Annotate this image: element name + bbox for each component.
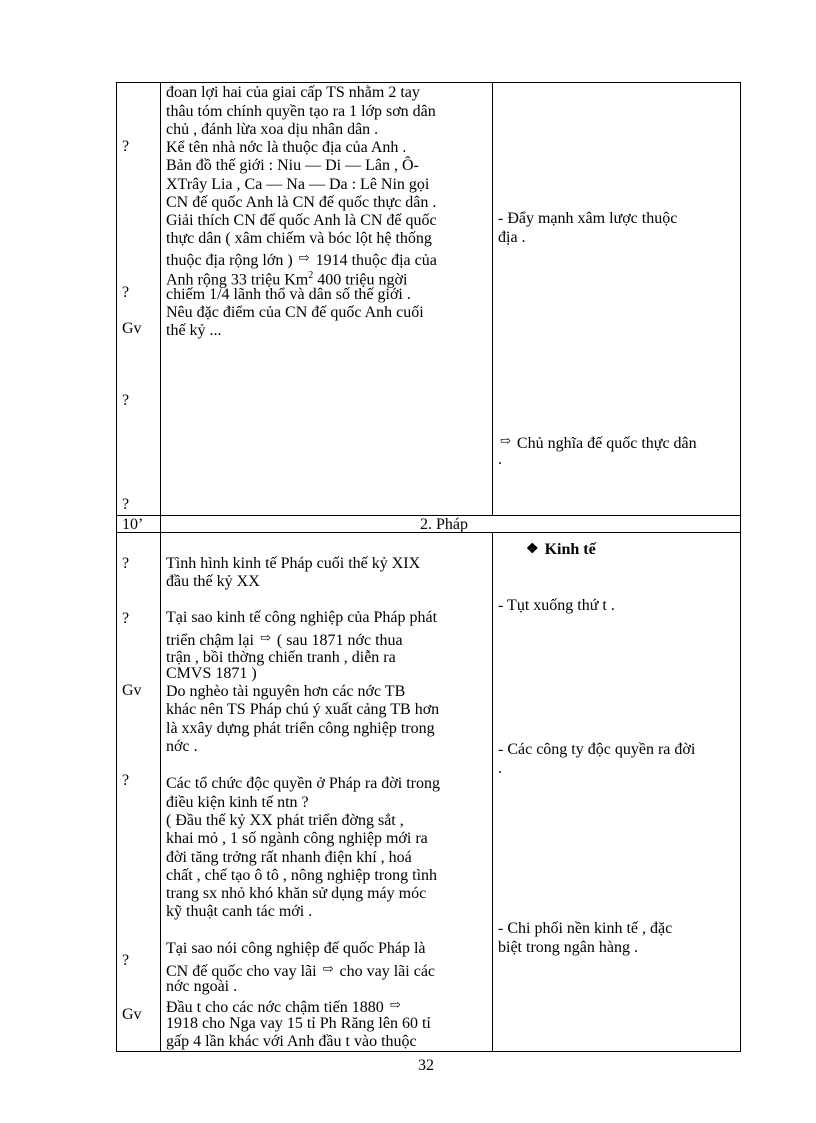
content-line: là xxây dựng phát triển công nghiệp trong [166,720,435,737]
arrow-icon: ⇨ [389,997,401,1012]
note-fragment: Chủ nghĩa đế quốc thực dân [516,435,697,452]
content-line: Kể tên nhà nớc là thuộc địa của Anh . [166,139,407,156]
question-mark: ? [122,392,130,409]
content-line: Tình hình kinh tế Pháp cuối thế kỷ XIX [166,555,421,572]
note-line: biệt trong ngân hàng . [498,939,638,956]
arrow-icon: ⇨ [500,433,511,448]
table-rule [740,82,741,1052]
content-line: thâu tóm chính quyền tạo ra 1 lớp sơn dân [166,103,436,120]
content-fragment: triển chậm lại [166,632,254,649]
content-line: trận , bồi thờng chiến tranh , diễn ra [166,649,396,666]
content-fragment: cho vay lãi các [339,963,436,980]
content-line: chiếm 1/4 lãnh thổ và dân số thế giới . [166,286,411,303]
question-mark: ? [122,555,130,572]
content-fragment: 400 triệu ngời [313,271,408,289]
content-line: đoan lợi hai của giai cấp TS nhằm 2 tay [166,84,420,101]
content-line: chất , chế tạo ô tô , nông nghiệp trong tình [166,867,438,884]
arrow-icon: ⇨ [322,961,334,976]
content-line: thực dân ( xâm chiếm và bóc lột hệ thống [166,230,432,247]
diamond-bullet-icon: ❖ [526,542,539,557]
note-line: . [498,451,502,468]
table-rule [116,82,741,83]
content-line: ( Đầu thế kỷ XX phát triển đờng sắt , [166,812,404,829]
question-mark: ? [122,496,130,513]
content-fragment: ( sau 1871 nớc thua [276,632,403,649]
table-rule [492,82,493,516]
content-line: khai mỏ , 1 số ngành công nghiệp mới ra [166,830,428,847]
content-line: nớc ngoài . [166,978,238,995]
question-mark: ? [122,138,130,155]
content-line: trang sx nhỏ khó khăn sử dụng máy móc [166,885,427,902]
note-line: - Chi phối nền kinh tế , đặc [498,920,673,937]
arrow-icon: ⇨ [298,250,310,265]
table-rule [160,515,161,533]
content-line: CMVS 1871 ) [166,665,257,682]
note-line: . [498,760,502,777]
content-line: Tại sao nói công nghiệp đế quốc Pháp là [166,940,426,957]
content-line: thế kỷ ... [166,322,222,339]
section-heading: 2. Pháp [420,516,468,533]
subheading-text: Kinh tế [544,541,596,558]
content-line: CN đế quốc Anh là CN đế quốc thực dân . [166,194,437,211]
content-line: khác nên TS Pháp chú ý xuất cảng TB hơn [166,701,440,718]
teacher-mark: Gv [122,682,142,699]
content-line: Nêu đặc điểm của CN đế quốc Anh cuối [166,304,424,321]
content-line: Bản đồ thế giới : Niu — Di — Lân , Ô- [166,157,419,174]
content-line: Các tổ chức độc quyền ở Pháp ra đời trong [166,775,440,792]
content-line: đầu thế kỷ XX [166,573,260,590]
note-line: địa . [498,229,526,246]
table-rule [492,532,493,1052]
superscript: 2 [308,270,314,281]
content-line: kỹ thuật canh tác mới . [166,903,313,920]
table-rule [116,82,117,1052]
content-line: 1918 cho Nga vay 15 tỉ Ph Răng lên 60 tỉ [166,1015,431,1032]
content-fragment: Anh rộng 33 triệu Km [166,271,309,289]
content-line: điều kiện kinh tế ntn ? [166,794,309,811]
question-mark: ? [122,284,130,301]
content-line: chủ , đánh lừa xoa dịu nhân dân . [166,121,379,138]
teacher-mark: Gv [122,1006,142,1023]
content-line [166,629,403,651]
content-line: Do nghèo tài nguyên hơn các nớc TB [166,683,406,700]
question-mark: ? [122,610,130,627]
teacher-mark: Gv [122,320,142,337]
arrow-icon: ⇨ [259,630,271,645]
note-line [498,432,697,454]
content-fragment: thuộc địa rộng lớn ) [166,252,293,269]
content-line: gấp 4 lần khác với Anh đầu t vào thuộc [166,1033,417,1050]
content-line: nớc . [166,738,198,755]
note-line: - Các công ty độc quyền ra đời [498,741,696,758]
subheading-kinh-te [526,541,596,560]
table-rule [160,82,161,516]
content-fragment: Đầu t cho các nớc chậm tiến 1880 [166,999,384,1016]
content-line: Tại sao kinh tế công nghiệp của Pháp phát [166,609,438,626]
question-mark: ? [122,952,130,969]
page-number: 32 [418,1057,434,1074]
content-line: XTrây Lia , Ca — Na — Da : Lê Nin gọi [166,176,430,193]
content-line: Giải thích CN đế quốc Anh là CN đế quốc [166,212,437,229]
content-fragment: 1914 thuộc địa của [315,252,437,269]
content-fragment: CN đế quốc cho vay lãi [166,963,317,980]
content-line: đời tăng trởng rất nhanh điện khí , hoá [166,849,412,866]
note-line: - Đẩy mạnh xâm lược thuộc [498,210,678,227]
table-rule [160,532,161,1052]
note-line: - Tụt xuống thứ t . [498,597,615,614]
question-mark: ? [122,772,130,789]
time-allotment: 10’ [122,516,144,533]
